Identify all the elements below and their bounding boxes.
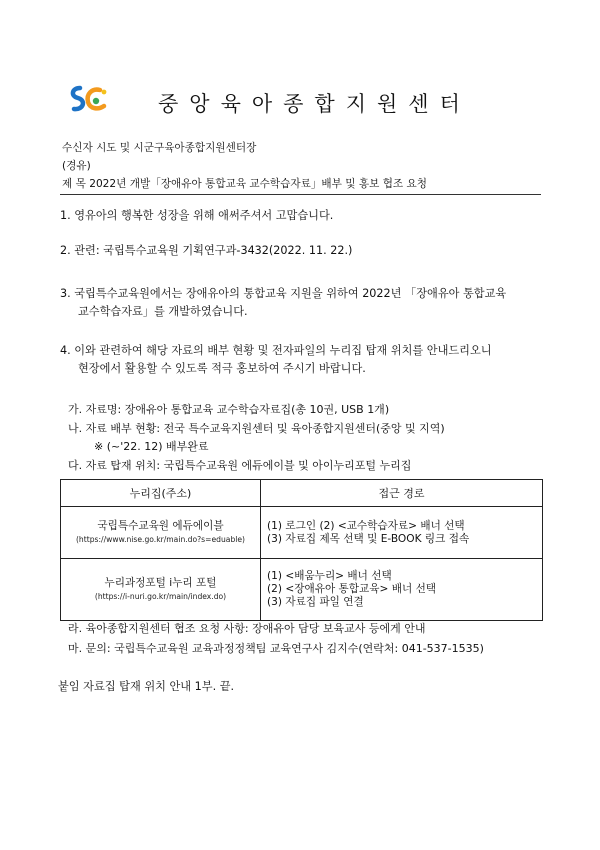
table-row — [61, 507, 543, 559]
paragraph-4-line-2: 현장에서 활용할 수 있도록 적극 홍보하여 주시기 바랍니다. — [78, 362, 366, 375]
header-divider — [60, 194, 541, 195]
item-ra: 라. 육아종합지원센터 협조 요청 사항: 장애유아 담당 보육교사 등에게 안내 — [68, 622, 426, 635]
route-step: (1) 로그인 (2) <교수학습자료> 배너 선택 — [267, 519, 465, 532]
site-url[interactable]: (https://i-nuri.go.kr/main/index.do) — [94, 592, 227, 601]
site-name: 누리과정포털 i누리 포털 — [104, 577, 217, 589]
paragraph-4-line-1: 4. 이와 관련하여 해당 자료의 배부 현황 및 전자파일의 누리집 탑재 위치를 안내드리오니 — [60, 344, 492, 357]
table-header-site: 누리집(주소) — [61, 480, 261, 507]
paragraph-3-line-2: 교수학습자료」를 개발하였습니다. — [78, 305, 248, 318]
location-table — [60, 479, 543, 621]
route-step: (2) <장애유아 통합교육> 배너 선택 — [267, 583, 437, 595]
route-step: (3) 자료집 파일 연결 — [267, 596, 364, 608]
item-ga: 가. 자료명: 장애유아 통합교육 교수학습자료집(총 10권, USB 1개) — [68, 403, 390, 416]
via-line: (경유) — [62, 160, 91, 172]
table-header-row — [61, 480, 543, 507]
table-cell-route — [261, 507, 543, 559]
route-step: (3) 자료집 제목 선택 및 E-BOOK 링크 접속 — [267, 532, 470, 545]
recipient-line: 수신자 시도 및 시군구육아종합지원센터장 — [62, 142, 257, 154]
paragraph-1: 1. 영유아의 행복한 성장을 위해 애써주셔서 고맙습니다. — [60, 209, 334, 222]
subject-line: 제 목 2022년 개발「장애유아 통합교육 교수학습자료」배부 및 홍보 협조 요청 — [62, 178, 427, 190]
sc-logo-icon — [66, 82, 110, 116]
item-da: 다. 자료 탑재 위치: 국립특수교육원 에듀에이블 및 아이누리포털 누리집 — [68, 459, 412, 472]
table-header-route: 접근 경로 — [261, 480, 543, 507]
paragraph-3-line-1: 3. 국립특수교육원에서는 장애유아의 통합교육 지원을 위하여 2022년 「장애유아 통합교육 — [60, 287, 507, 300]
site-url[interactable]: (https://www.nise.go.kr/main.do?s=eduable) — [75, 535, 246, 544]
table-cell-site — [61, 507, 261, 559]
item-na: 나. 자료 배부 현황: 전국 특수교육지원센터 및 육아종합지원센터(중앙 및 지역) — [68, 422, 445, 435]
org-title: 중앙육아종합지원센터 — [158, 92, 471, 116]
table-cell-site — [61, 559, 261, 621]
item-na-note: ※ (~'22. 12) 배부완료 — [94, 440, 209, 453]
attachment-line: 붙임 자료집 탑재 위치 안내 1부. 끝. — [58, 680, 235, 693]
item-ma: 마. 문의: 국립특수교육원 교육과정정책팀 교육연구사 김지수(연락처: 041-537-1535) — [68, 642, 484, 655]
table-cell-route — [261, 559, 543, 621]
table-row — [61, 559, 543, 621]
route-step: (1) <배움누리> 배너 선택 — [267, 570, 392, 582]
site-name: 국립특수교육원 에듀에이블 — [97, 520, 224, 532]
paragraph-2: 2. 관련: 국립특수교육원 기획연구과-3432(2022. 11. 22.) — [60, 244, 353, 257]
